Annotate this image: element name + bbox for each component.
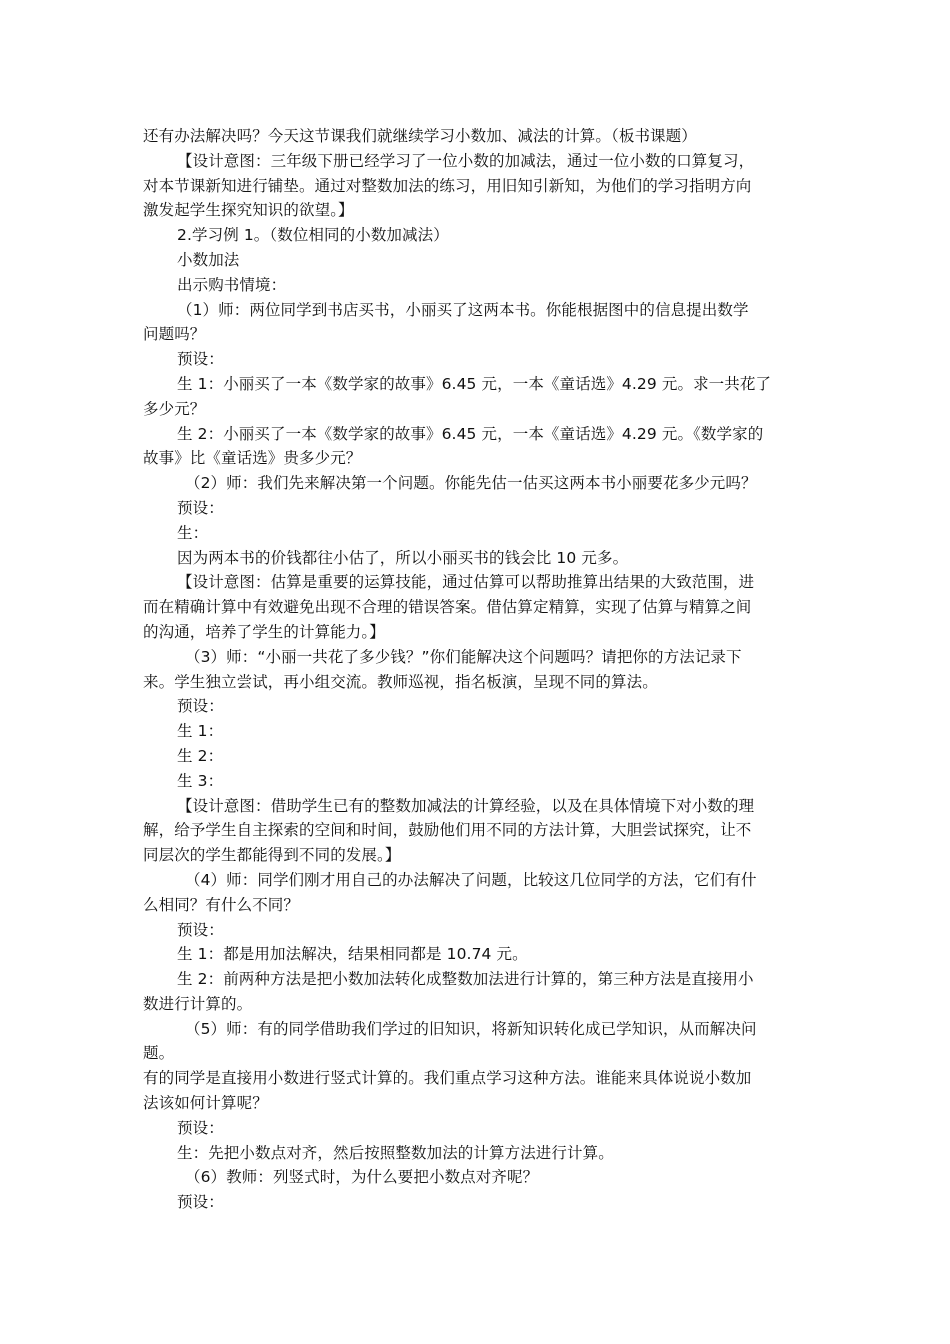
text-line: 生 3： <box>177 771 224 790</box>
text-line: 预设： <box>177 1118 224 1137</box>
text-line: 有的同学是直接用小数进行竖式计算的。我们重点学习这种方法。谁能来具体说说小数加 <box>143 1069 752 1088</box>
text-line: 生： <box>177 523 209 542</box>
text-line: 数进行计算的。 <box>143 994 253 1013</box>
text-line: 预设： <box>177 498 224 517</box>
text-line: 生 1：小丽买了一本《数学家的故事》6.45 元，一本《童话选》4.29 元。求一共花了 <box>177 374 772 393</box>
text-line: 预设： <box>177 697 224 716</box>
text-line: 【设计意图：三年级下册已经学习了一位小数的加减法，通过一位小数的口算复习， <box>177 151 755 170</box>
text-line: 而在精确计算中有效避免出现不合理的错误答案。借估算定精算，实现了估算与精算之间 <box>143 598 752 617</box>
text-line: 对本节课新知进行铺垫。通过对整数加法的练习，用旧知引新知，为他们的学习指明方向 <box>143 176 752 195</box>
text-line: 生 2：前两种方法是把小数加法转化成整数加法进行计算的，第三种方法是直接用小 <box>177 970 754 989</box>
text-line: 生 1： <box>177 722 224 741</box>
document-body <box>143 124 815 1215</box>
text-line: 问题吗？ <box>143 325 206 344</box>
text-line: 解，给予学生自主探索的空间和时间，鼓励他们用不同的方法计算，大胆尝试探究，让不 <box>143 821 752 840</box>
text-line: （2）师：我们先来解决第一个问题。你能先估一估买这两本书小丽要花多少元吗？ <box>185 474 757 493</box>
text-line: 激发起学生探究知识的欲望。】 <box>143 201 354 220</box>
text-line: 出示购书情境： <box>177 275 287 294</box>
text-line: 生 1：都是用加法解决，结果相同都是 10.74 元。 <box>177 945 528 964</box>
text-line: 生 2： <box>177 746 224 765</box>
text-line: 【设计意图：借助学生已有的整数加减法的计算经验，以及在具体情境下对小数的理 <box>177 796 755 815</box>
text-line: （5）师：有的同学借助我们学过的旧知识，将新知识转化成已学知识，从而解决问 <box>185 1019 757 1038</box>
text-line: 来。学生独立尝试，再小组交流。教师巡视，指名板演，呈现不同的算法。 <box>143 672 658 691</box>
text-line: 生：先把小数点对齐，然后按照整数加法的计算方法进行计算。 <box>177 1143 614 1162</box>
text-line: 【设计意图：估算是重要的运算技能，通过估算可以帮助推算出结果的大致范围，进 <box>177 573 755 592</box>
text-line: （3）师：“小丽一共花了多少钱？”你们能解决这个问题吗？请把你的方法记录下 <box>185 647 742 666</box>
text-line: 么相同？有什么不同？ <box>143 895 300 914</box>
text-line: 因为两本书的价钱都往小估了，所以小丽买书的钱会比 10 元多。 <box>177 548 629 567</box>
text-line: 2.学习例 1。（数位相同的小数加减法） <box>177 226 449 245</box>
text-line: 小数加法 <box>177 250 240 269</box>
text-line: 的沟通，培养了学生的计算能力。】 <box>143 622 385 641</box>
text-line: 多少元？ <box>143 399 206 418</box>
text-line: （1）师：两位同学到书店买书，小丽买了这两本书。你能根据图中的信息提出数学 <box>177 300 749 319</box>
text-line: 预设： <box>177 1193 224 1212</box>
text-line: 法该如何计算呢？ <box>143 1094 268 1113</box>
text-line: （6）教师：列竖式时，为什么要把小数点对齐呢？ <box>185 1168 539 1187</box>
text-line: 题。 <box>143 1044 175 1063</box>
text-line: 故事》比《童话选》贵多少元？ <box>143 449 362 468</box>
text-line: 同层次的学生都能得到不同的发展。】 <box>143 846 401 865</box>
text-line: 还有办法解决吗？今天这节课我们就继续学习小数加、减法的计算。（板书课题） <box>143 127 697 145</box>
text-line: 预设： <box>177 920 224 939</box>
text-line: 生 2：小丽买了一本《数学家的故事》6.45 元，一本《童话选》4.29 元。《数学家的 <box>177 424 764 443</box>
text-line: 预设： <box>177 350 224 369</box>
text-line: （4）师：同学们刚才用自己的办法解决了问题，比较这几位同学的方法，它们有什 <box>185 870 757 889</box>
